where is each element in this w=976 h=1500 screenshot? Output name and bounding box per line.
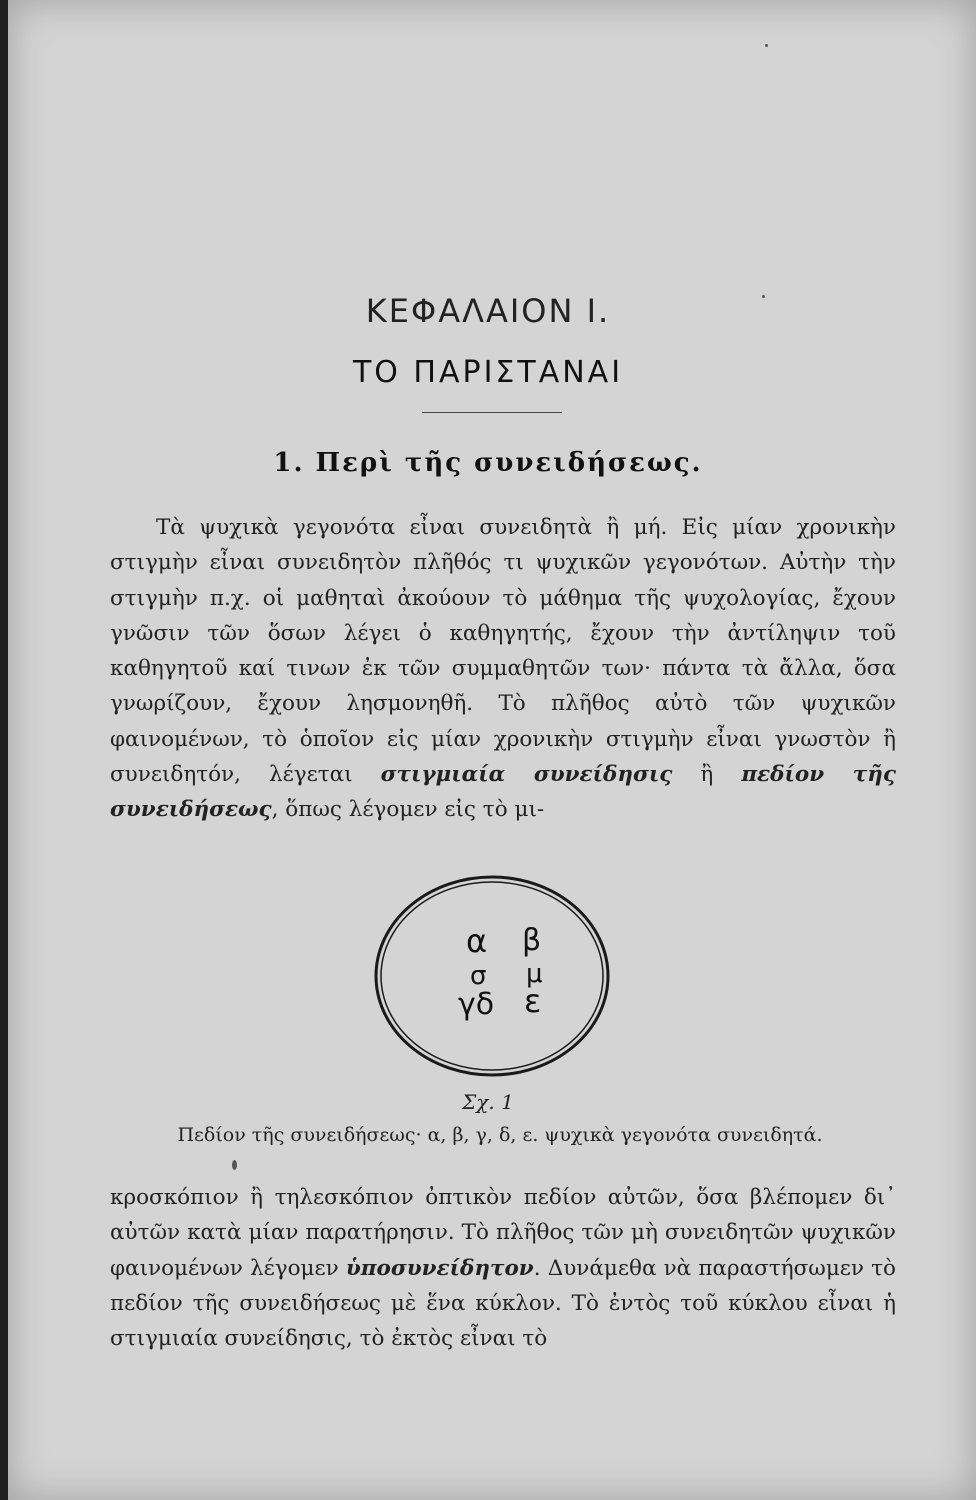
- figure-caption: Πεδίον τῆς συνειδήσεως· α, β, γ, δ, ε. ψυχικὰ γεγονότα συνειδητά.: [177, 1124, 823, 1146]
- paragraph-1-emphasis-2: πεδίον τῆς συνειδήσεως: [110, 762, 896, 823]
- paragraph-2-text-b: . Δυνάμεθα νὰ παραστήσωμεν τὸ πεδίον τῆς συνειδήσεως μὲ ἕνα κύκλον. Τὸ ἐντὸς τοῦ κύκλου εἶναι ἡ στιγμιαία συνείδησις, τὸ ἐκτὸς εἶναι τὸ: [110, 1255, 896, 1352]
- paragraph-2-emphasis-1: ὑποσυνείδητον: [345, 1255, 534, 1281]
- chapter-label: ΚΕΦΑΛΑΙΟΝ Ι.: [365, 292, 611, 330]
- chapter-title: ΤΟ ΠΑΡΙΣΤΑΝΑΙ: [352, 355, 624, 390]
- letter-beta: β: [522, 923, 542, 958]
- consciousness-field-diagram: [372, 874, 612, 1078]
- field-circle: [376, 877, 608, 1075]
- paragraph-1-text-a: Τὰ ψυχικὰ γεγονότα εἶναι συνειδητὰ ἢ μή. Εἰς μίαν χρονικὴν στιγμὴν εἶναι συνειδητὸν πλῆθός τι ψυχικῶν γεγονότων. Αὐτὴν τὴν στιγμὴν π.χ. οἱ μαθηταὶ ἀκούουν τὸ μάθημα τῆς ψυχολογίας, ἔχουν γνῶσιν τῶν ὅσων λέγει ὁ καθηγητής, ἔχουν τὴν ἀντίληψιν τοῦ καθηγητοῦ καί τινων ἐκ τῶν συμμαθητῶν των· πάντα τὰ ἄλλα, ὅσα γνωρίζουν, ἔχουν λησμονηθῆ. Τὸ πλῆθος αὐτὸ τῶν ψυχικῶν φαινομένων, τὸ ὁποῖον εἰς μίαν χρονικὴν στιγμὴν εἶναι γνωστὸν ἢ συνειδητόν, λέγεται: [110, 515, 896, 788]
- letter-mu: μ: [526, 959, 543, 989]
- letter-alpha: α: [466, 922, 488, 960]
- field-circle-inner: [381, 882, 603, 1070]
- paragraph-2: [110, 1180, 896, 1356]
- ink-speck: [765, 44, 768, 47]
- paragraph-1: [110, 510, 896, 828]
- letter-gamma-delta: γδ: [458, 987, 495, 1022]
- ink-speck: [762, 295, 765, 298]
- paragraph-1-emphasis-1: στιγμιαία συνείδησις: [380, 762, 673, 788]
- section-heading: 1. Περὶ τῆς συνειδήσεως.: [273, 448, 703, 478]
- paragraph-1-text-c: , ὅπως λέγομεν εἰς τὸ μι-: [271, 797, 545, 823]
- figure-number: Σχ. 1: [462, 1090, 514, 1114]
- letter-sigma: σ: [470, 961, 487, 991]
- title-divider: [422, 412, 562, 413]
- paragraph-1-text-b: ἢ: [672, 762, 742, 788]
- paragraph-2-text-a: κροσκόπιον ἢ τηλεσκόπιον ὀπτικὸν πεδίον αὐτῶν, ὅσα βλέπομεν δι᾽ αὐτῶν κατὰ μίαν παρατήρησιν. Τὸ πλῆθος τῶν μὴ συνειδητῶν ψυχικῶν φαινομένων λέγομεν: [110, 1185, 896, 1281]
- letter-epsilon: ε: [524, 982, 542, 1020]
- ink-speck: [232, 1160, 237, 1170]
- diagram-svg: [372, 874, 612, 1078]
